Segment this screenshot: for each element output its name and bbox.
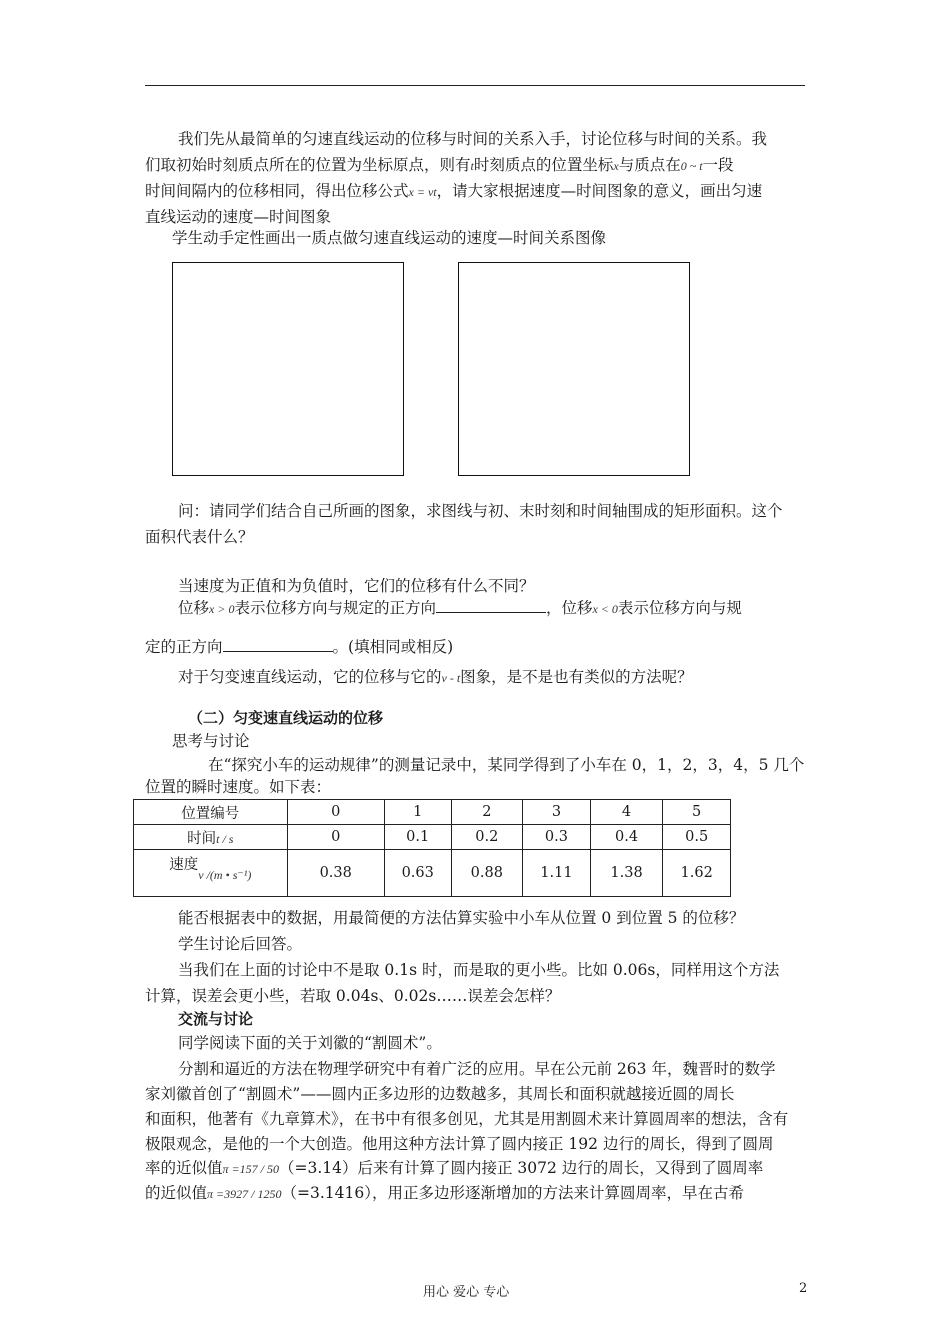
fill-blank[interactable] (436, 596, 546, 613)
table-row (134, 850, 731, 897)
liuhui-line: 分割和逼近的方法在物理学研究中有着广泛的应用。早在公元前 263 年，魏晋时的数学 (178, 1060, 776, 1078)
cell: 1.11 (523, 850, 591, 897)
page-number: 2 (799, 1281, 808, 1296)
cell: 1.62 (663, 850, 731, 897)
math-range: 0 ~ t (680, 159, 703, 173)
sign-fill-line: 定的正方向 。(填相同或相反) (145, 634, 453, 660)
math-t: t (470, 159, 474, 173)
math-x: x (613, 159, 619, 173)
liuhui-line: 和面积，他著有《九章算术》，在书中有很多创见，尤其是用割圆术来计算圆周率的想法，含有 (145, 1110, 789, 1128)
smaller-line: 计算，误差会更小些，若取 0.04s、0.02s……误差会怎样？ (145, 987, 561, 1005)
liuhui-line: 极限观念，是他的一个大创造。他用这种方法计算了圆内接正 192 边行的周长，得到了圆周 (145, 1135, 774, 1153)
section-title: （二）匀变速直线运动的位移 (188, 709, 384, 727)
cell: 0.38 (287, 850, 384, 897)
discuss-answer: 学生讨论后回答。 (178, 935, 303, 953)
footer-text: 用心 爱心 专心 (423, 1285, 510, 1300)
cell: 0.5 (663, 825, 731, 850)
question-line: 面积代表什么？ (145, 528, 254, 546)
think-discuss: 思考与讨论 (172, 732, 250, 750)
variable-question: 对于匀变速直线运动，它的位移与它的v - t图象，是不是也有类似的方法呢？ (178, 668, 693, 686)
fill-blank[interactable] (223, 635, 333, 652)
cell: 0.2 (451, 825, 523, 850)
cell: 1 (384, 800, 451, 825)
paragraph-line: 直线运动的速度—时间图象 (145, 208, 332, 226)
drawing-box-left (172, 262, 404, 476)
liuhui-line: 家刘徽首创了“割圆术”——圆内正多边形的边数越多，其周长和面积就越接近圆的周长 (145, 1085, 735, 1103)
math-pi-2: π =3927 / 1250 (207, 1187, 282, 1201)
math-vt: v - t (441, 671, 461, 685)
smaller-line: 当我们在上面的讨论中不是取 0.1s 时，而是取的更小些。比如 0.06s，同样用这个方法 (178, 961, 780, 979)
cell: 2 (451, 800, 523, 825)
student-draw-text: 学生动手定性画出一质点做匀速直线运动的速度—时间关系图像 (172, 229, 607, 247)
sign-question: 当速度为正值和为负值时，它们的位移有什么不同？ (178, 577, 535, 595)
table-row (134, 800, 731, 825)
paragraph-line: 时间间隔内的位移相同，得出位移公式x = vt，请大家根据速度—时间图象的意义，画出匀速 (145, 182, 763, 200)
paragraph-line: 我们先从最简单的匀速直线运动的位移与时间的关系入手，讨论位移与时间的关系。我 (178, 130, 768, 148)
cell: 0 (287, 800, 384, 825)
cell: 0.1 (384, 825, 451, 850)
cell: 5 (663, 800, 731, 825)
row-label: 速度v /(m • s⁻¹) (134, 850, 288, 897)
math-x-negative: x < 0 (592, 602, 618, 616)
math-x-positive: x > 0 (209, 602, 235, 616)
data-table (133, 799, 731, 897)
drawing-box-right (458, 262, 690, 476)
header-rule (145, 85, 805, 86)
math-pi-1: π =157 / 50 (222, 1162, 279, 1176)
row-label: 位置编号 (134, 800, 288, 825)
cell: 1.38 (590, 850, 663, 897)
liuhui-line: 率的近似值π =157 / 50（=3.14）后来有计算了圆内接正 3072 边行的周长，又得到了圆周率 (145, 1159, 764, 1177)
intro-line: 在“探究小车的运动规律”的测量记录中，某同学得到了小车在 0，1，2，3，4，5 几个 (208, 756, 805, 774)
row-label: 时间t / s (134, 825, 288, 850)
cell: 0.3 (523, 825, 591, 850)
paragraph-line: 们取初始时刻质点所在的位置为坐标原点，则有t时刻质点的位置坐标x与质点在0 ~ t一段 (145, 156, 734, 174)
table-row (134, 825, 731, 850)
liuhui-line: 的近似值π =3927 / 1250（=3.1416），用正多边形逐渐增加的方法来计算圆周率，早在古希 (145, 1184, 744, 1202)
cell: 0.4 (590, 825, 663, 850)
cell: 3 (523, 800, 591, 825)
cell: 0.63 (384, 850, 451, 897)
cell: 4 (590, 800, 663, 825)
read-intro: 同学阅读下面的关于刘徽的“割圆术”。 (178, 1034, 442, 1052)
intro-line: 位置的瞬时速度。如下表： (145, 778, 332, 796)
exchange-title: 交流与讨论 (178, 1010, 254, 1028)
cell: 0 (287, 825, 384, 850)
math-formula: x = vt (408, 185, 437, 199)
question-line: 问：请同学们结合自己所画的图象，求图线与初、末时刻和时间轴围成的矩形面积。这个 (178, 502, 783, 520)
cell: 0.88 (451, 850, 523, 897)
estimate-question: 能否根据表中的数据，用最简便的方法估算实验中小车从位置 0 到位置 5 的位移？ (178, 909, 745, 927)
sign-fill-line: 位移x > 0表示位移方向与规定的正方向 ，位移x < 0表示位移方向与规 (178, 595, 742, 622)
